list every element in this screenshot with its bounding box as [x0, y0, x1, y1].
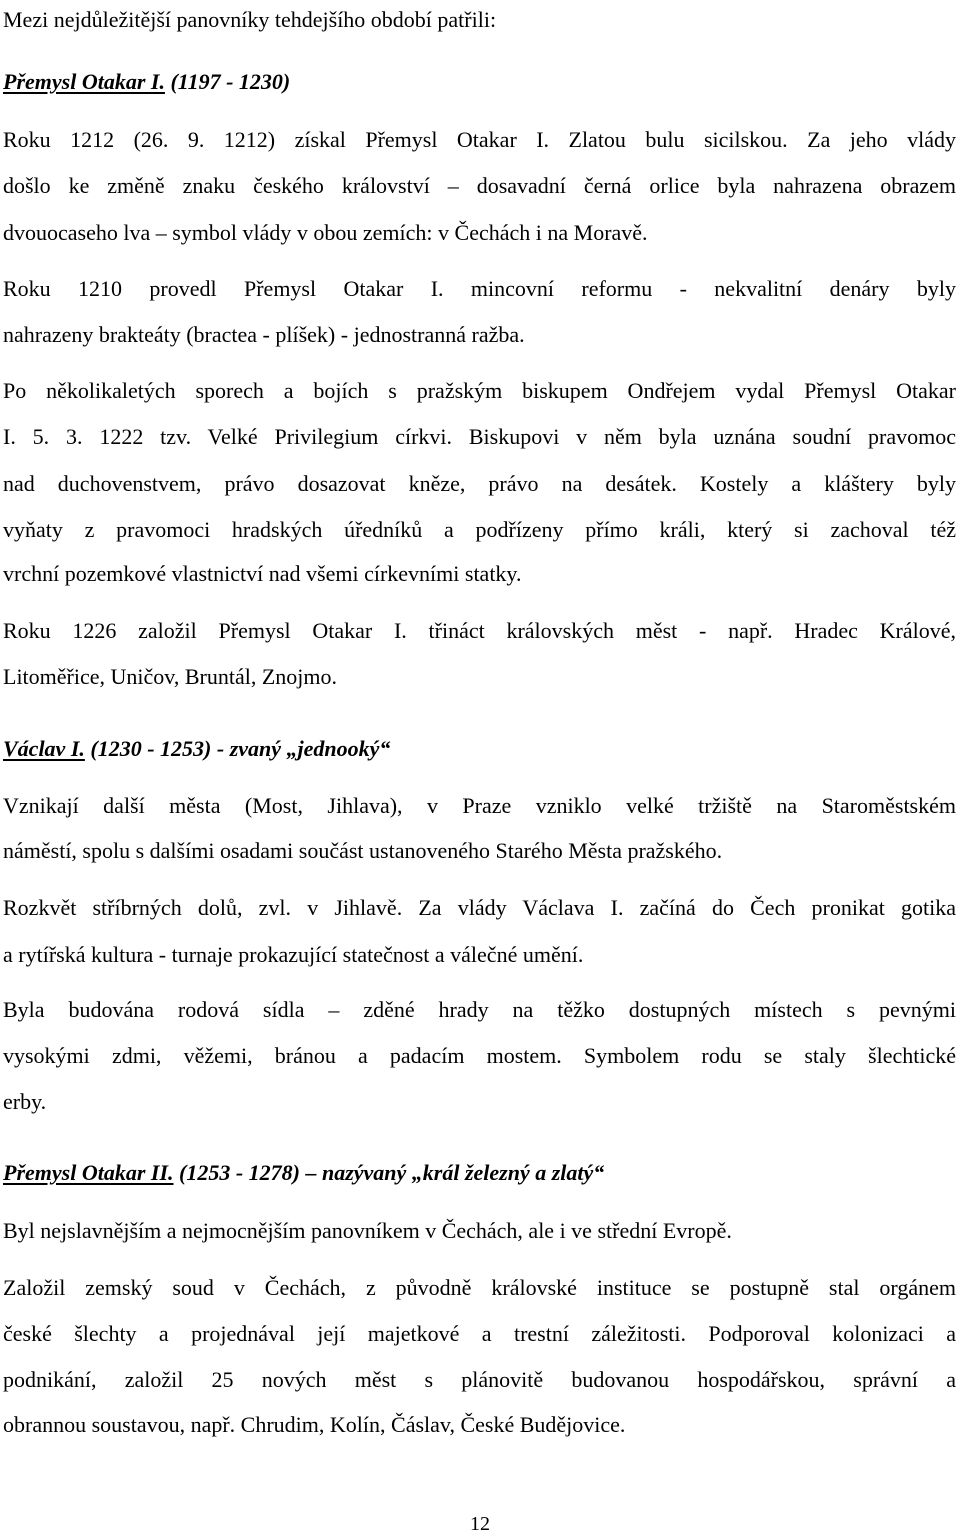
text-line: obrannou soustavou, např. Chrudim, Kolín, Čáslav, České Budějovice. — [3, 1412, 626, 1437]
text-line: Mezi nejdůležitější panovníky tehdejšího období patřili: — [3, 7, 497, 32]
text-line: Roku 1212 (26. 9. 1212) získal Přemysl Otakar I. Zlatou bulu sicilskou. Za jeho vlády — [3, 127, 956, 152]
text-line: Litoměřice, Uničov, Bruntál, Znojmo. — [3, 664, 337, 689]
text-line: a rytířská kultura - turnaje prokazující statečnost a válečné umění. — [3, 942, 584, 967]
text-line: dvouocaseho lva – symbol vlády v obou zemích: v Čechách i na Moravě. — [3, 220, 648, 245]
section-heading-premysl-otakar-i — [3, 67, 956, 97]
text-line: I. 5. 3. 1222 tzv. Velké Privilegium církvi. Biskupovi v něm byla uznána soudní pravomoc — [3, 424, 956, 449]
page-number: 12 — [470, 1513, 490, 1535]
text-line: Byl nejslavnějším a nejmocnějším panovníkem v Čechách, ale i ve střední Evropě. — [3, 1218, 732, 1243]
heading-dates: (1253 - 1278) – nazývaný „král železný a zlatý“ — [173, 1160, 605, 1185]
section-heading-premysl-otakar-ii — [3, 1158, 956, 1188]
text-line: Vznikají další města (Most, Jihlava), v Praze vzniklo velké tržiště na Staroměstském — [3, 793, 956, 818]
text-line: podnikání, založil 25 nových měst s plánovitě budovanou hospodářskou, správní a — [3, 1367, 956, 1392]
heading-dates: (1197 - 1230) — [164, 69, 291, 94]
text-line: vysokými zdmi, věžemi, bránou a padacím mostem. Symbolem rodu se staly šlechtické — [3, 1043, 956, 1068]
text-line: náměstí, spolu s dalšími osadami součást ustanoveného Starého Města pražského. — [3, 838, 723, 863]
text-line: Rozkvět stříbrných dolů, zvl. v Jihlavě. Za vlády Václava I. začíná do Čech pronikat gotika — [3, 895, 956, 920]
text-line: Založil zemský soud v Čechách, z původně královské instituce se postupně stal orgánem — [3, 1275, 956, 1300]
heading-name: Přemysl Otakar I. — [3, 69, 165, 94]
text-line: vyňaty z pravomoci hradských úředníků a podřízeny přímo králi, který si zachoval též — [3, 517, 956, 542]
heading-name: Přemysl Otakar II. — [3, 1160, 174, 1185]
text-line: došlo ke změně znaku českého království – dosavadní černá orlice byla nahrazena obrazem — [3, 173, 956, 198]
text-line: nahrazeny brakteáty (bractea - plíšek) - jednostranná ražba. — [3, 322, 525, 347]
heading-dates: (1230 - 1253) - zvaný „jednooký“ — [84, 736, 391, 761]
text-line: Roku 1226 založil Přemysl Otakar I. třináct královských měst - např. Hradec Králové, — [3, 618, 956, 643]
text-line: erby. — [3, 1089, 47, 1114]
section-heading-vaclav-i — [3, 734, 956, 764]
text-line: Po několikaletých sporech a bojích s pražským biskupem Ondřejem vydal Přemysl Otakar — [3, 378, 956, 403]
text-line: nad duchovenstvem, právo dosazovat kněze, právo na desátek. Kostely a kláštery byly — [3, 471, 956, 496]
text-line: Roku 1210 provedl Přemysl Otakar I. mincovní reformu - nekvalitní denáry byly — [3, 276, 956, 301]
text-line: české šlechty a projednával její majetkové a trestní záležitosti. Podporoval kolonizaci a — [3, 1321, 956, 1346]
text-line: vrchní pozemkové vlastnictví nad všemi církevními statky. — [3, 561, 522, 586]
text-line: Byla budována rodová sídla – zděné hrady na těžko dostupných místech s pevnými — [3, 997, 956, 1022]
heading-name: Václav I. — [3, 736, 85, 761]
